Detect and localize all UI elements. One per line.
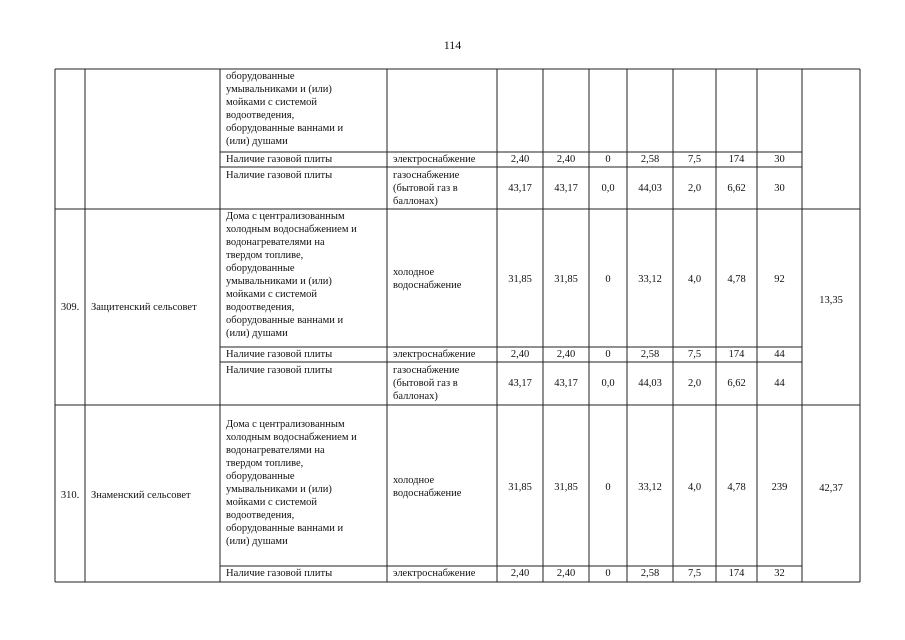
value-cell: 2,0	[687, 378, 702, 389]
value-cell: 0	[605, 482, 611, 493]
description-cell: Дома с централизованным холодным водоснабжением и водонагревателями на твердом топливе, оборудованные умывальниками и (или) мойками с системой водоотведения, оборудованные ваннами и (или) душами	[226, 419, 357, 547]
description-cell: Наличие газовой плиты	[226, 349, 333, 360]
value-cell: 2,58	[640, 154, 660, 165]
value-cell: 30	[774, 183, 785, 194]
description-cell: Дома с централизованным холодным водоснабжением и водонагревателями на твердом топливе, оборудованные умывальниками и (или) мойками с системой водоотведения, оборудованные ваннами и (или) душами	[226, 211, 357, 339]
value-cell: 4,78	[727, 482, 746, 493]
value-cell: 0,0	[601, 183, 615, 194]
value-cell: 7,5	[687, 568, 702, 579]
value-cell: 44,03	[638, 183, 662, 194]
service-cell: электроснабжение	[393, 349, 476, 360]
total-cell: 42,37	[819, 483, 843, 494]
value-cell: 31,85	[508, 274, 532, 285]
value-cell: 44	[774, 378, 785, 389]
value-cell: 0	[605, 349, 611, 360]
value-cell: 0	[605, 274, 611, 285]
value-cell: 43,17	[508, 378, 532, 389]
value-cell: 2,40	[556, 349, 576, 360]
value-cell: 43,17	[554, 378, 578, 389]
service-cell: электроснабжение	[393, 154, 476, 165]
value-cell: 43,17	[508, 183, 532, 194]
service-cell: холодное водоснабжение	[393, 267, 462, 291]
value-cell: 2,58	[640, 349, 660, 360]
value-cell: 6,62	[727, 183, 746, 194]
description-cell: Наличие газовой плиты	[226, 170, 333, 181]
settlement-name: Знаменский сельсовет	[91, 490, 191, 501]
value-cell: 2,58	[640, 568, 660, 579]
value-cell: 4,0	[687, 274, 702, 285]
value-cell: 44	[774, 349, 785, 360]
value-cell: 4,0	[687, 482, 702, 493]
value-cell: 0,0	[601, 378, 615, 389]
value-cell: 30	[774, 154, 785, 165]
value-cell: 2,40	[510, 154, 530, 165]
value-cell: 31,85	[554, 274, 578, 285]
value-cell: 6,62	[727, 378, 746, 389]
value-cell: 7,5	[687, 154, 702, 165]
value-cell: 31,85	[554, 482, 578, 493]
value-cell: 44,03	[638, 378, 662, 389]
settlement-name: Защитенский сельсовет	[91, 302, 197, 313]
service-cell: холодное водоснабжение	[393, 475, 462, 499]
value-cell: 2,40	[556, 154, 576, 165]
value-cell: 33,12	[638, 274, 662, 285]
value-cell: 4,78	[727, 274, 746, 285]
description-cell: Наличие газовой плиты	[226, 154, 333, 165]
value-cell: 2,40	[510, 568, 530, 579]
description-cell: Наличие газовой плиты	[226, 365, 333, 376]
value-cell: 2,40	[556, 568, 576, 579]
value-cell: 31,85	[508, 482, 532, 493]
row-index: 310.	[60, 490, 80, 501]
service-cell: электроснабжение	[393, 568, 476, 579]
value-cell: 2,0	[687, 183, 702, 194]
service-cell: газоснабжение (бытовой газ в баллонах)	[393, 365, 460, 402]
value-cell: 92	[774, 274, 785, 285]
description-cell: оборудованные умывальниками и (или) мойками с системой водоотведения, оборудованные ваннами и (или) душами	[226, 71, 344, 147]
value-cell: 174	[728, 568, 745, 579]
value-cell: 0	[605, 154, 611, 165]
value-cell: 174	[728, 154, 745, 165]
value-cell: 239	[771, 482, 788, 493]
value-cell: 0	[605, 568, 611, 579]
value-cell: 2,40	[510, 349, 530, 360]
page-number: 114	[443, 38, 462, 52]
row-index: 309.	[60, 302, 80, 313]
description-cell: Наличие газовой плиты	[226, 568, 333, 579]
value-cell: 43,17	[554, 183, 578, 194]
value-cell: 7,5	[687, 349, 702, 360]
value-cell: 33,12	[638, 482, 662, 493]
total-cell: 13,35	[819, 295, 843, 306]
value-cell: 32	[774, 568, 785, 579]
value-cell: 174	[728, 349, 745, 360]
service-cell: газоснабжение (бытовой газ в баллонах)	[393, 170, 460, 207]
